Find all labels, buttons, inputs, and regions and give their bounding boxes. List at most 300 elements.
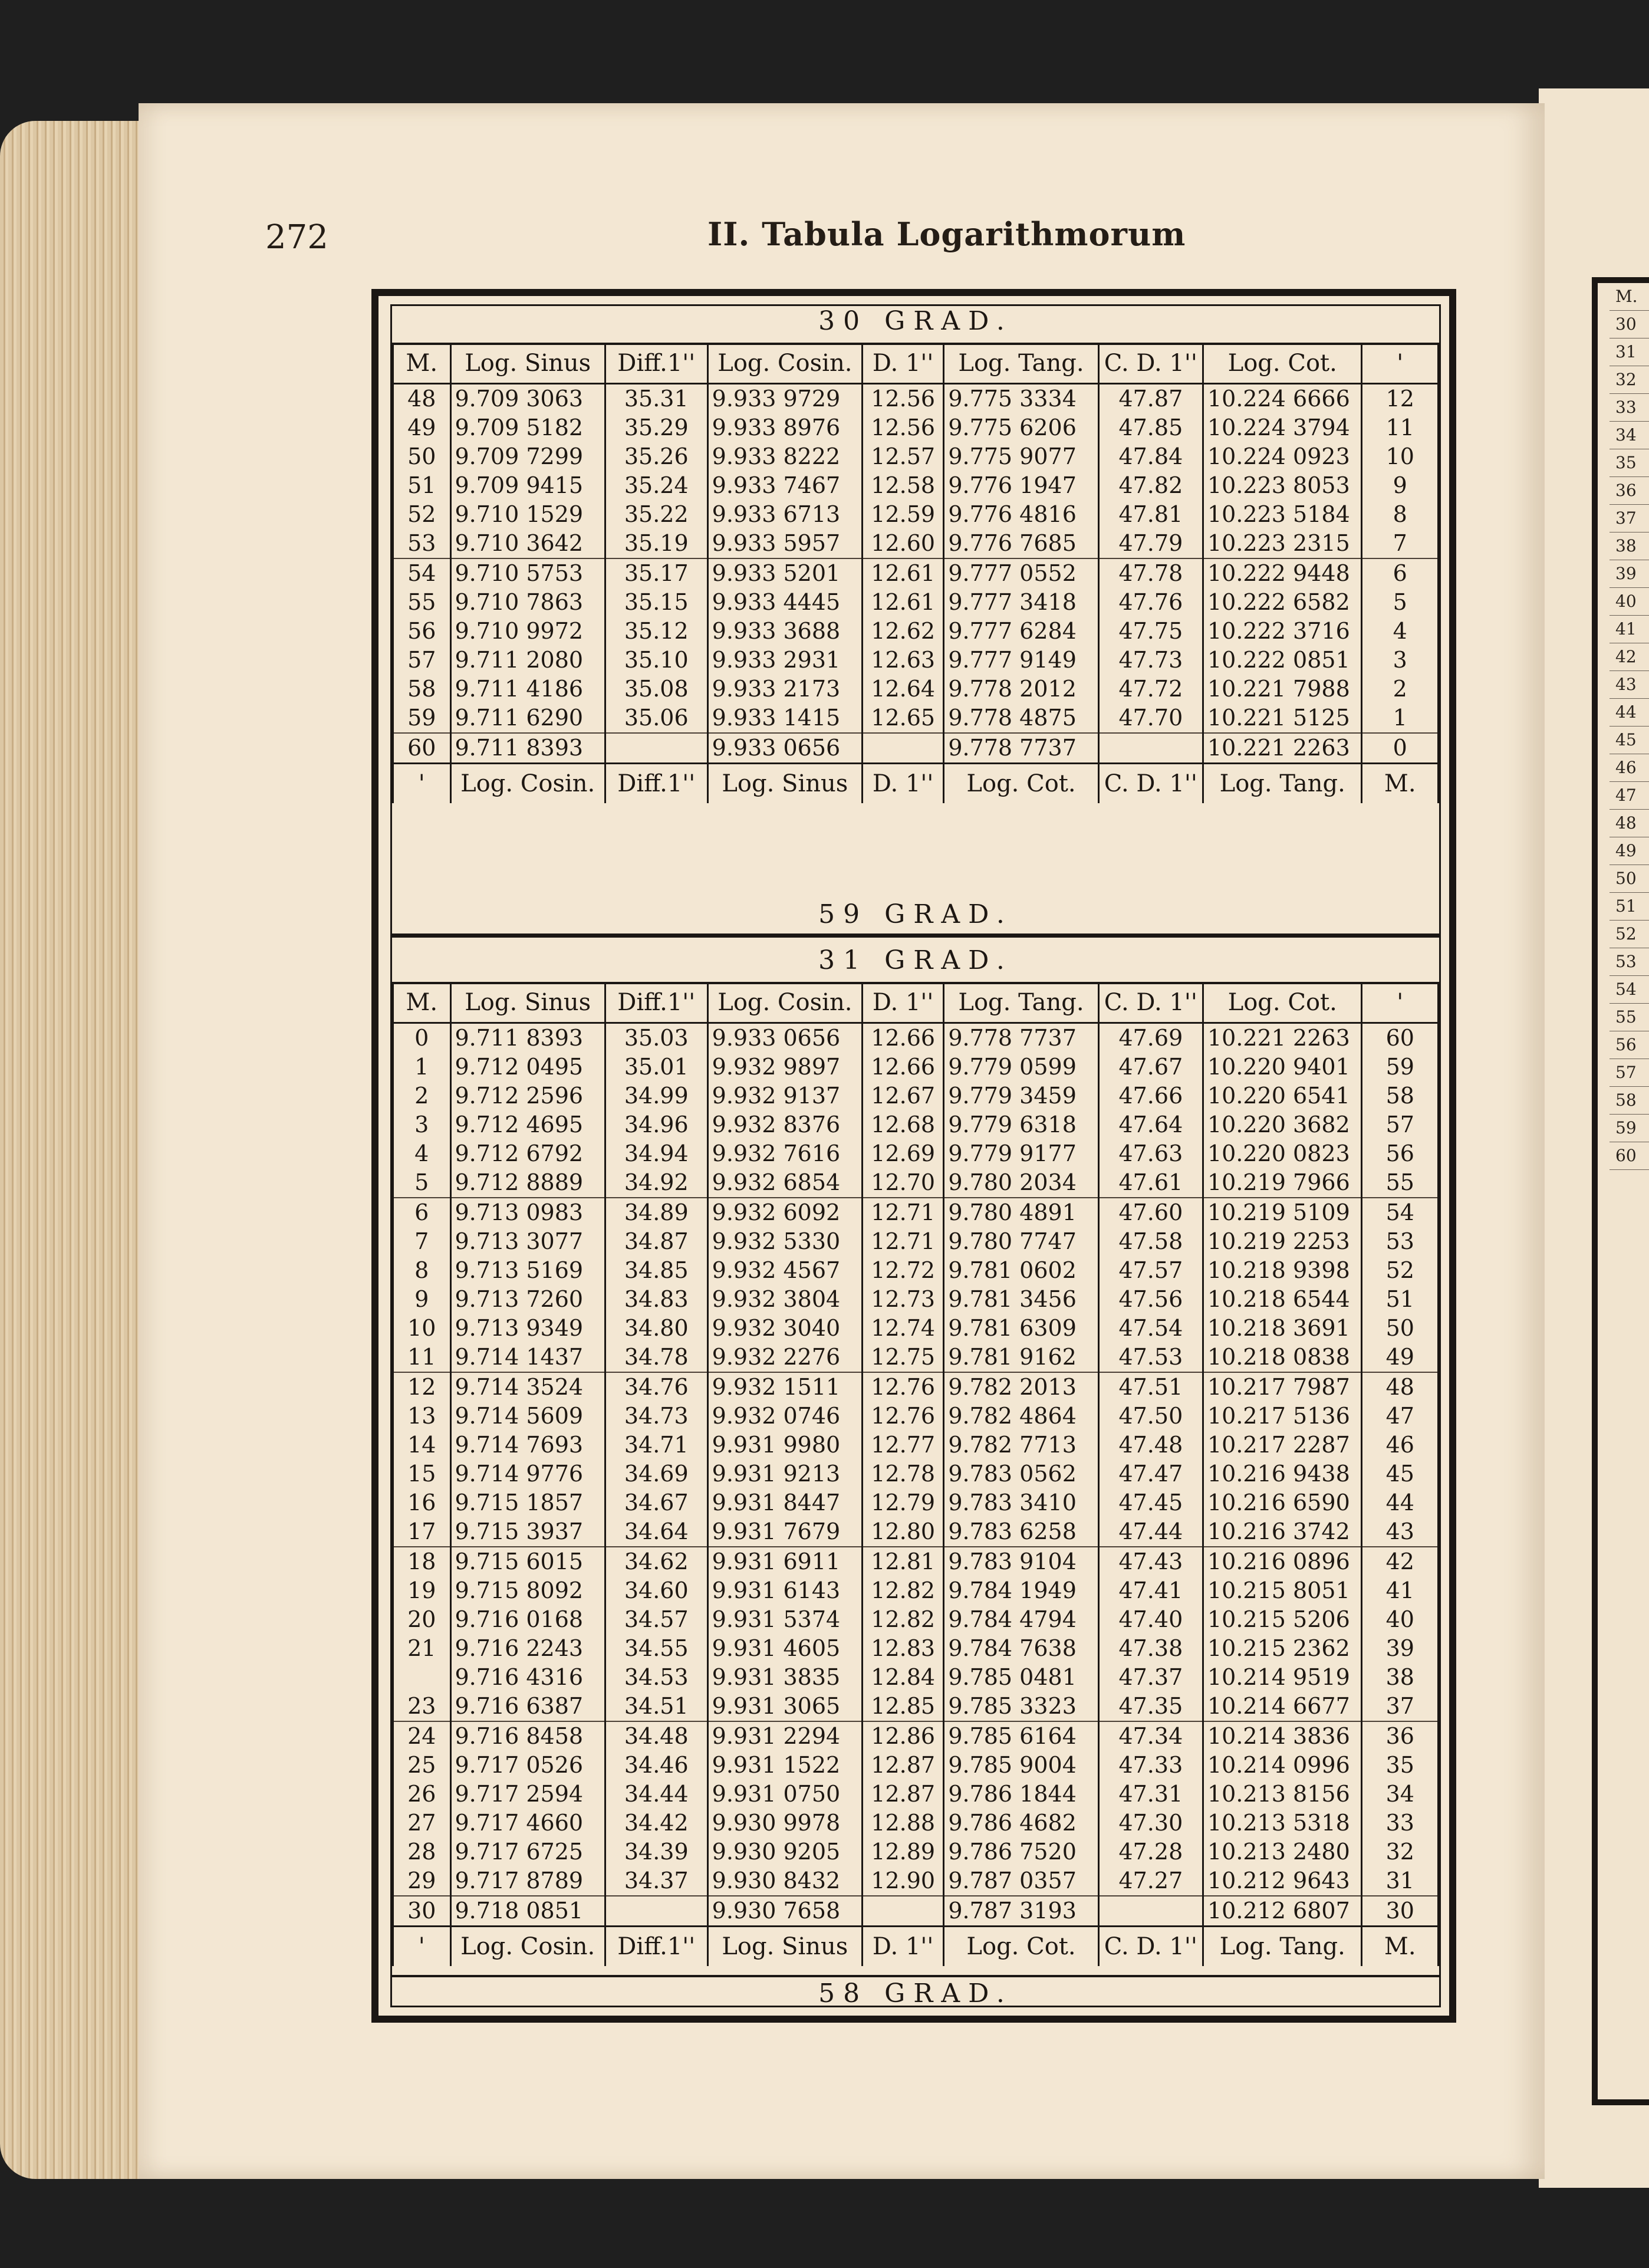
log-tangent-cell: 9.780 2034	[944, 1168, 1098, 1198]
diff-tangent-cell: 47.54	[1098, 1314, 1203, 1343]
complement-minute-cell: 56	[1362, 1139, 1439, 1168]
table-row	[393, 500, 1439, 529]
log-cotangent-cell: 10.218 0838	[1203, 1343, 1362, 1372]
log-tangent-cell: 9.776 7685	[944, 529, 1098, 558]
complement-minute-cell: 48	[1362, 1372, 1439, 1402]
table-row	[393, 1431, 1439, 1460]
log-tangent-cell: 9.781 0602	[944, 1256, 1098, 1285]
complement-minute-cell: 43	[1362, 1517, 1439, 1547]
log-tangent-cell: 9.775 3334	[944, 384, 1098, 414]
complement-minute-cell: 44	[1362, 1488, 1439, 1517]
table-row	[393, 413, 1439, 442]
log-tangent-cell: 9.784 1949	[944, 1576, 1098, 1605]
log-cotangent-cell: 10.222 0851	[1203, 646, 1362, 675]
table-row	[393, 1023, 1439, 1053]
minute-cell: 58	[393, 675, 451, 704]
log-tangent-cell: 9.780 7747	[944, 1227, 1098, 1256]
log-sinus-cell: 9.710 3642	[450, 529, 605, 558]
log-sinus-cell: 9.713 0983	[450, 1198, 605, 1227]
column-header: Log. Tang.	[944, 983, 1098, 1023]
complement-minute-cell: 55	[1362, 1168, 1439, 1198]
table-row	[393, 1082, 1439, 1110]
table-row	[393, 1168, 1439, 1198]
minute-cell: 16	[393, 1488, 451, 1517]
log-cotangent-cell: 10.223 5184	[1203, 500, 1362, 529]
diff-sinus-cell: 34.78	[605, 1343, 707, 1372]
diff-tangent-cell: 47.81	[1098, 500, 1203, 529]
diff-sinus-cell: 34.87	[605, 1227, 707, 1256]
diff-tangent-cell: 47.76	[1098, 588, 1203, 617]
diff-sinus-cell: 34.55	[605, 1634, 707, 1663]
log-cotangent-cell: 10.222 9448	[1203, 558, 1362, 588]
facing-row: M.	[1609, 283, 1649, 311]
diff-sinus-cell: 34.92	[605, 1168, 707, 1198]
log-cotangent-cell: 10.216 9438	[1203, 1460, 1362, 1488]
diff-sinus-cell: 35.01	[605, 1053, 707, 1082]
minute-cell: 55	[393, 588, 451, 617]
log-cosinus-cell: 9.931 2294	[707, 1721, 862, 1751]
log-cotangent-cell: 10.220 9401	[1203, 1053, 1362, 1082]
column-footer: Log. Tang.	[1203, 1927, 1362, 1967]
column-header: C. D. 1''	[1098, 344, 1203, 384]
log-cotangent-cell: 10.215 2362	[1203, 1634, 1362, 1663]
facing-row: 38	[1609, 533, 1649, 560]
log-cosinus-cell: 9.931 5374	[707, 1605, 862, 1634]
facing-row: 36	[1609, 477, 1649, 505]
diff-cosinus-cell	[863, 1896, 944, 1927]
table-row	[393, 1314, 1439, 1343]
diff-tangent-cell: 47.72	[1098, 675, 1203, 704]
diff-sinus-cell: 35.26	[605, 442, 707, 471]
column-header: Log. Sinus	[450, 983, 605, 1023]
minute-cell: 5	[393, 1168, 451, 1198]
log-cosinus-cell: 9.931 8447	[707, 1488, 862, 1517]
minute-cell: 54	[393, 558, 451, 588]
diff-sinus-cell: 34.39	[605, 1838, 707, 1866]
complement-minute-cell: 1	[1362, 704, 1439, 733]
diff-cosinus-cell: 12.87	[863, 1780, 944, 1809]
log-tangent-cell: 9.781 6309	[944, 1314, 1098, 1343]
log-cosinus-cell: 9.933 5957	[707, 529, 862, 558]
log-sinus-cell: 9.711 2080	[450, 646, 605, 675]
diff-tangent-cell: 47.79	[1098, 529, 1203, 558]
log-sinus-cell: 9.712 4695	[450, 1110, 605, 1139]
minute-cell: 7	[393, 1227, 451, 1256]
diff-cosinus-cell: 12.81	[863, 1547, 944, 1576]
complement-minute-cell: 6	[1362, 558, 1439, 588]
diff-tangent-cell: 47.41	[1098, 1576, 1203, 1605]
minute-cell: 21	[393, 1634, 451, 1663]
complement-minute-cell: 3	[1362, 646, 1439, 675]
diff-tangent-cell: 47.60	[1098, 1198, 1203, 1227]
facing-row: 48	[1609, 810, 1649, 837]
facing-row: 40	[1609, 588, 1649, 616]
diff-sinus-cell: 35.06	[605, 704, 707, 733]
diff-cosinus-cell: 12.68	[863, 1110, 944, 1139]
complement-minute-cell: 11	[1362, 413, 1439, 442]
log-cotangent-cell: 10.214 9519	[1203, 1663, 1362, 1692]
diff-sinus-cell: 34.94	[605, 1139, 707, 1168]
diff-cosinus-cell	[863, 733, 944, 764]
log-table-31-grad	[392, 983, 1439, 1966]
log-sinus-cell: 9.713 3077	[450, 1227, 605, 1256]
diff-sinus-cell: 34.53	[605, 1663, 707, 1692]
diff-tangent-cell: 47.51	[1098, 1372, 1203, 1402]
column-footer: Log. Cosin.	[450, 764, 605, 804]
minute-cell: 48	[393, 384, 451, 414]
diff-tangent-cell: 47.50	[1098, 1402, 1203, 1431]
diff-sinus-cell: 35.15	[605, 588, 707, 617]
complement-minute-cell: 33	[1362, 1809, 1439, 1838]
minute-cell: 57	[393, 646, 451, 675]
log-tangent-cell: 9.777 0552	[944, 558, 1098, 588]
minute-cell: 27	[393, 1809, 451, 1838]
log-cotangent-cell: 10.214 3836	[1203, 1721, 1362, 1751]
log-cotangent-cell: 10.219 7966	[1203, 1168, 1362, 1198]
complement-minute-cell: 36	[1362, 1721, 1439, 1751]
diff-cosinus-cell: 12.66	[863, 1023, 944, 1053]
facing-row: 49	[1609, 837, 1649, 865]
facing-row: 43	[1609, 671, 1649, 699]
column-header: Log. Cosin.	[707, 344, 862, 384]
table-frame-inner	[390, 304, 1441, 2007]
log-cotangent-cell: 10.212 9643	[1203, 1866, 1362, 1896]
column-header: D. 1''	[863, 983, 944, 1023]
log-tangent-cell: 9.777 9149	[944, 646, 1098, 675]
log-cosinus-cell: 9.933 4445	[707, 588, 862, 617]
facing-row: 32	[1609, 366, 1649, 394]
log-tangent-cell: 9.779 9177	[944, 1139, 1098, 1168]
column-footer: C. D. 1''	[1098, 764, 1203, 804]
log-cosinus-cell: 9.932 3804	[707, 1285, 862, 1314]
log-tangent-cell: 9.781 9162	[944, 1343, 1098, 1372]
log-cosinus-cell: 9.932 3040	[707, 1314, 862, 1343]
diff-sinus-cell: 35.17	[605, 558, 707, 588]
log-cosinus-cell: 9.931 6143	[707, 1576, 862, 1605]
diff-tangent-cell: 47.84	[1098, 442, 1203, 471]
column-header: D. 1''	[863, 344, 944, 384]
log-sinus-cell: 9.711 4186	[450, 675, 605, 704]
log-cotangent-cell: 10.217 5136	[1203, 1402, 1362, 1431]
diff-sinus-cell: 34.44	[605, 1780, 707, 1809]
table-row	[393, 1866, 1439, 1896]
log-cosinus-cell: 9.931 6911	[707, 1547, 862, 1576]
diff-tangent-cell: 47.57	[1098, 1256, 1203, 1285]
minute-cell: 15	[393, 1460, 451, 1488]
facing-row: 55	[1609, 1004, 1649, 1031]
log-sinus-cell: 9.716 0168	[450, 1605, 605, 1634]
log-cosinus-cell: 9.933 6713	[707, 500, 862, 529]
log-tangent-cell: 9.775 6206	[944, 413, 1098, 442]
minute-cell: 53	[393, 529, 451, 558]
log-cotangent-cell: 10.222 3716	[1203, 617, 1362, 646]
log-cosinus-cell: 9.931 9980	[707, 1431, 862, 1460]
facing-row: 45	[1609, 727, 1649, 754]
diff-tangent-cell: 47.63	[1098, 1139, 1203, 1168]
column-header: M.	[393, 983, 451, 1023]
diff-cosinus-cell: 12.62	[863, 617, 944, 646]
log-cosinus-cell: 9.932 9137	[707, 1082, 862, 1110]
facing-row: 46	[1609, 754, 1649, 782]
diff-sinus-cell: 35.08	[605, 675, 707, 704]
diff-cosinus-cell: 12.88	[863, 1809, 944, 1838]
diff-cosinus-cell: 12.77	[863, 1431, 944, 1460]
diff-sinus-cell: 34.73	[605, 1402, 707, 1431]
log-sinus-cell: 9.713 7260	[450, 1285, 605, 1314]
log-tangent-cell: 9.782 7713	[944, 1431, 1098, 1460]
diff-tangent-cell: 47.28	[1098, 1838, 1203, 1866]
minute-cell: 0	[393, 1023, 451, 1053]
diff-cosinus-cell: 12.85	[863, 1692, 944, 1721]
log-sinus-cell: 9.711 6290	[450, 704, 605, 733]
log-sinus-cell: 9.714 1437	[450, 1343, 605, 1372]
log-sinus-cell: 9.710 5753	[450, 558, 605, 588]
facing-row: 37	[1609, 505, 1649, 533]
table-row	[393, 1285, 1439, 1314]
diff-sinus-cell: 34.80	[605, 1314, 707, 1343]
diff-sinus-cell: 35.24	[605, 471, 707, 500]
minute-cell: 56	[393, 617, 451, 646]
table-row	[393, 646, 1439, 675]
diff-tangent-cell: 47.56	[1098, 1285, 1203, 1314]
log-cosinus-cell: 9.933 2173	[707, 675, 862, 704]
diff-sinus-cell: 35.29	[605, 413, 707, 442]
log-sinus-cell: 9.716 2243	[450, 1634, 605, 1663]
diff-cosinus-cell: 12.69	[863, 1139, 944, 1168]
facing-page-table	[1592, 277, 1649, 2105]
log-cotangent-cell: 10.222 6582	[1203, 588, 1362, 617]
log-cosinus-cell: 9.933 9729	[707, 384, 862, 414]
column-footer: Diff.1''	[605, 764, 707, 804]
log-tangent-cell: 9.786 1844	[944, 1780, 1098, 1809]
log-sinus-cell: 9.714 7693	[450, 1431, 605, 1460]
log-sinus-cell: 9.718 0851	[450, 1896, 605, 1927]
log-sinus-cell: 9.716 6387	[450, 1692, 605, 1721]
log-tangent-cell: 9.779 3459	[944, 1082, 1098, 1110]
complement-minute-cell: 7	[1362, 529, 1439, 558]
column-header: C. D. 1''	[1098, 983, 1203, 1023]
log-cotangent-cell: 10.221 2263	[1203, 1023, 1362, 1053]
minute-cell: 14	[393, 1431, 451, 1460]
complement-minute-cell: 47	[1362, 1402, 1439, 1431]
diff-sinus-cell: 35.10	[605, 646, 707, 675]
column-header: Log. Tang.	[944, 344, 1098, 384]
minute-cell: 30	[393, 1896, 451, 1927]
grad-heading-58: 58 GRAD.	[818, 1978, 1013, 2009]
facing-row: 51	[1609, 893, 1649, 921]
log-cotangent-cell: 10.213 2480	[1203, 1838, 1362, 1866]
log-tangent-cell: 9.786 7520	[944, 1838, 1098, 1866]
diff-cosinus-cell: 12.71	[863, 1198, 944, 1227]
facing-row: 58	[1609, 1087, 1649, 1115]
table-row	[393, 1343, 1439, 1372]
diff-tangent-cell: 47.61	[1098, 1168, 1203, 1198]
diff-sinus-cell	[605, 733, 707, 764]
log-cosinus-cell: 9.932 6854	[707, 1168, 862, 1198]
log-cotangent-cell: 10.223 2315	[1203, 529, 1362, 558]
column-footer: D. 1''	[863, 1927, 944, 1967]
column-header: '	[1362, 983, 1439, 1023]
column-header: '	[1362, 344, 1439, 384]
complement-minute-cell: 46	[1362, 1431, 1439, 1460]
diff-cosinus-cell: 12.80	[863, 1517, 944, 1547]
diff-sinus-cell: 34.37	[605, 1866, 707, 1896]
log-cotangent-cell: 10.218 6544	[1203, 1285, 1362, 1314]
minute-cell	[393, 1663, 451, 1692]
log-cotangent-cell: 10.221 2263	[1203, 733, 1362, 764]
log-cotangent-cell: 10.214 6677	[1203, 1692, 1362, 1721]
table-row	[393, 384, 1439, 414]
diff-tangent-cell: 47.37	[1098, 1663, 1203, 1692]
complement-minute-cell: 4	[1362, 617, 1439, 646]
log-cotangent-cell: 10.220 3682	[1203, 1110, 1362, 1139]
log-sinus-cell: 9.715 6015	[450, 1547, 605, 1576]
diff-sinus-cell: 34.57	[605, 1605, 707, 1634]
log-tangent-cell: 9.786 4682	[944, 1809, 1098, 1838]
log-sinus-cell: 9.716 4316	[450, 1663, 605, 1692]
log-tangent-cell: 9.779 6318	[944, 1110, 1098, 1139]
log-cosinus-cell: 9.932 7616	[707, 1139, 862, 1168]
diff-tangent-cell: 47.30	[1098, 1809, 1203, 1838]
diff-tangent-cell: 47.87	[1098, 384, 1203, 414]
diff-cosinus-cell: 12.71	[863, 1227, 944, 1256]
diff-tangent-cell: 47.40	[1098, 1605, 1203, 1634]
complement-minute-cell: 5	[1362, 588, 1439, 617]
column-header: Log. Sinus	[450, 344, 605, 384]
log-cosinus-cell: 9.932 8376	[707, 1110, 862, 1139]
diff-tangent-cell: 47.69	[1098, 1023, 1203, 1053]
complement-minute-cell: 37	[1362, 1692, 1439, 1721]
diff-tangent-cell: 47.43	[1098, 1547, 1203, 1576]
minute-cell: 8	[393, 1256, 451, 1285]
table-row	[393, 675, 1439, 704]
complement-minute-cell: 30	[1362, 1896, 1439, 1927]
diff-tangent-cell: 47.85	[1098, 413, 1203, 442]
diff-sinus-cell: 35.12	[605, 617, 707, 646]
table-row	[393, 1896, 1439, 1927]
minute-cell: 25	[393, 1751, 451, 1780]
log-sinus-cell: 9.709 5182	[450, 413, 605, 442]
facing-row: 35	[1609, 449, 1649, 477]
minute-cell: 50	[393, 442, 451, 471]
column-footer: '	[393, 1927, 451, 1967]
diff-cosinus-cell: 12.58	[863, 471, 944, 500]
facing-row: 31	[1609, 338, 1649, 366]
minute-cell: 24	[393, 1721, 451, 1751]
diff-tangent-cell: 47.70	[1098, 704, 1203, 733]
facing-row: 53	[1609, 948, 1649, 976]
diff-tangent-cell: 47.33	[1098, 1751, 1203, 1780]
diff-cosinus-cell: 12.61	[863, 588, 944, 617]
log-cosinus-cell: 9.932 9897	[707, 1053, 862, 1082]
diff-sinus-cell: 34.83	[605, 1285, 707, 1314]
log-cotangent-cell: 10.219 2253	[1203, 1227, 1362, 1256]
log-sinus-cell: 9.715 1857	[450, 1488, 605, 1517]
minute-cell: 2	[393, 1082, 451, 1110]
complement-minute-cell: 32	[1362, 1838, 1439, 1866]
log-sinus-cell: 9.714 5609	[450, 1402, 605, 1431]
log-tangent-cell: 9.785 0481	[944, 1663, 1098, 1692]
log-cosinus-cell: 9.931 4605	[707, 1634, 862, 1663]
log-cotangent-cell: 10.214 0996	[1203, 1751, 1362, 1780]
column-footer: Log. Sinus	[707, 764, 862, 804]
column-footer: Diff.1''	[605, 1927, 707, 1967]
complement-minute-cell: 51	[1362, 1285, 1439, 1314]
log-cotangent-cell: 10.212 6807	[1203, 1896, 1362, 1927]
table-row	[393, 1460, 1439, 1488]
complement-minute-cell: 57	[1362, 1110, 1439, 1139]
log-tangent-cell: 9.777 6284	[944, 617, 1098, 646]
log-cosinus-cell: 9.933 1415	[707, 704, 862, 733]
complement-minute-cell: 42	[1362, 1547, 1439, 1576]
complement-minute-cell: 10	[1362, 442, 1439, 471]
log-sinus-cell: 9.714 3524	[450, 1372, 605, 1402]
complement-minute-cell: 59	[1362, 1053, 1439, 1082]
diff-tangent-cell: 47.38	[1098, 1634, 1203, 1663]
log-tangent-cell: 9.787 3193	[944, 1896, 1098, 1927]
log-cotangent-cell: 10.216 0896	[1203, 1547, 1362, 1576]
log-tangent-cell: 9.782 4864	[944, 1402, 1098, 1431]
column-footer: Log. Cot.	[944, 1927, 1098, 1967]
diff-cosinus-cell: 12.86	[863, 1721, 944, 1751]
complement-minute-cell: 53	[1362, 1227, 1439, 1256]
log-sinus-cell: 9.717 0526	[450, 1751, 605, 1780]
table-row	[393, 617, 1439, 646]
log-cotangent-cell: 10.224 3794	[1203, 413, 1362, 442]
log-cotangent-cell: 10.217 7987	[1203, 1372, 1362, 1402]
diff-sinus-cell: 34.89	[605, 1198, 707, 1227]
diff-cosinus-cell: 12.78	[863, 1460, 944, 1488]
complement-minute-cell: 52	[1362, 1256, 1439, 1285]
complement-minute-cell: 34	[1362, 1780, 1439, 1809]
log-tangent-cell: 9.783 3410	[944, 1488, 1098, 1517]
log-sinus-cell: 9.717 8789	[450, 1866, 605, 1896]
diff-tangent-cell	[1098, 1896, 1203, 1927]
log-cotangent-cell: 10.216 3742	[1203, 1517, 1362, 1547]
log-sinus-cell: 9.717 2594	[450, 1780, 605, 1809]
table-row	[393, 442, 1439, 471]
diff-sinus-cell: 34.71	[605, 1431, 707, 1460]
column-header: Log. Cot.	[1203, 983, 1362, 1023]
table-row	[393, 1634, 1439, 1663]
minute-cell: 28	[393, 1838, 451, 1866]
diff-tangent-cell: 47.64	[1098, 1110, 1203, 1139]
log-cosinus-cell: 9.932 5330	[707, 1227, 862, 1256]
facing-row: 60	[1609, 1142, 1649, 1170]
minute-cell: 29	[393, 1866, 451, 1896]
log-tangent-cell: 9.779 0599	[944, 1053, 1098, 1082]
log-cosinus-cell: 9.933 0656	[707, 1023, 862, 1053]
diff-sinus-cell: 34.48	[605, 1721, 707, 1751]
log-cosinus-cell: 9.933 8976	[707, 413, 862, 442]
log-sinus-cell: 9.717 4660	[450, 1809, 605, 1838]
log-tangent-cell: 9.782 2013	[944, 1372, 1098, 1402]
diff-cosinus-cell: 12.63	[863, 646, 944, 675]
log-sinus-cell: 9.712 8889	[450, 1168, 605, 1198]
log-cosinus-cell: 9.931 7679	[707, 1517, 862, 1547]
log-tangent-cell: 9.785 3323	[944, 1692, 1098, 1721]
log-tangent-cell: 9.783 0562	[944, 1460, 1098, 1488]
book-page-edges	[0, 121, 147, 2179]
log-sinus-cell: 9.717 6725	[450, 1838, 605, 1866]
minute-cell: 10	[393, 1314, 451, 1343]
table-row	[393, 1576, 1439, 1605]
minute-cell: 49	[393, 413, 451, 442]
facing-page	[1539, 88, 1649, 2188]
diff-tangent-cell: 47.47	[1098, 1460, 1203, 1488]
log-cosinus-cell: 9.930 9978	[707, 1809, 862, 1838]
minute-cell: 52	[393, 500, 451, 529]
